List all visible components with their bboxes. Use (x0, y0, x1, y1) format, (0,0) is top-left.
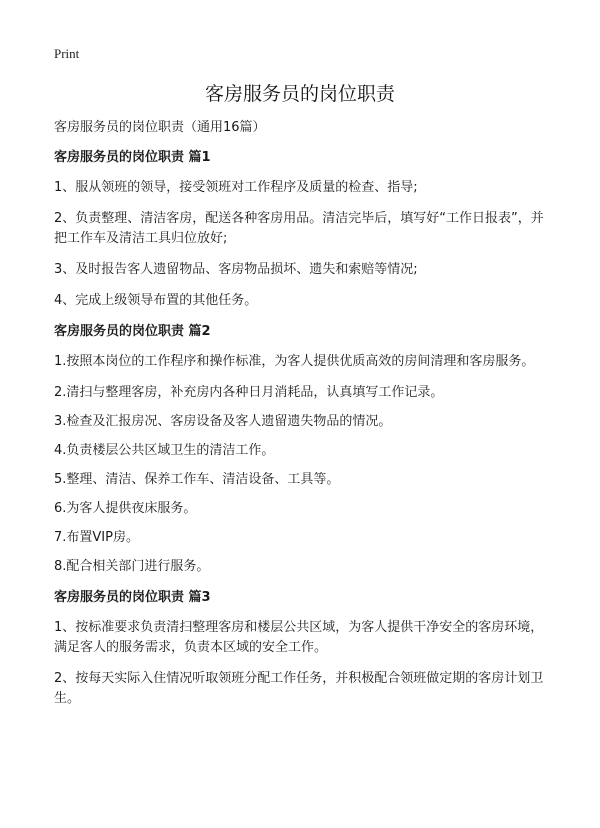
paragraph: 1、按标准要求负责清扫整理客房和楼层公共区域，为客人提供干净安全的客房环境，满足客人的服务需求，负责本区域的安全工作。 (54, 620, 544, 655)
document-body (54, 118, 554, 720)
document-title: 客房服务员的岗位职责 (204, 83, 395, 105)
section-2 (54, 322, 554, 577)
paragraph: 1、服从领班的领导，接受领班对工作程序及质量的检查、指导; (54, 180, 418, 195)
paragraph: 7.布置VIP房。 (54, 530, 139, 545)
paragraph: 5.整理、清洁、保养工作车、清洁设备、工具等。 (54, 472, 340, 487)
document-subtitle: 客房服务员的岗位职责（通用16篇） (54, 120, 266, 135)
section-heading: 客房服务员的岗位职责 篇2 (54, 324, 211, 339)
paragraph: 4.负责楼层公共区域卫生的清洁工作。 (54, 443, 275, 458)
paragraph: 4、完成上级领导布置的其他任务。 (54, 293, 258, 308)
paragraph: 6.为客人提供夜床服务。 (54, 501, 197, 516)
section-3 (54, 588, 554, 709)
section-heading: 客房服务员的岗位职责 篇1 (54, 150, 211, 165)
paragraph: 2、按每天实际入住情况听取领班分配工作任务，并积极配合领班做定期的客房计划卫生。 (54, 671, 544, 706)
paragraph: 3、及时报告客人遗留物品、客房物品损坏、遗失和索赔等情况; (54, 262, 418, 277)
paragraph: 3.检查及汇报房况、客房设备及客人遗留遗失物品的情况。 (54, 414, 392, 429)
paragraph: 2.清扫与整理客房，补充房内各种日月消耗品，认真填写工作记录。 (54, 385, 444, 400)
section-heading: 客房服务员的岗位职责 篇3 (54, 590, 211, 605)
print-link[interactable]: Print (54, 46, 80, 61)
paragraph: 2、负责整理、清洁客房，配送各种客房用品。清洁完毕后，填写好“工作日报表”，并把工作车及清洁工具归位放好; (54, 211, 544, 246)
section-1 (54, 148, 554, 311)
paragraph: 1.按照本岗位的工作程序和操作标准，为客人提供优质高效的房间清理和客房服务。 (54, 354, 535, 369)
paragraph: 8.配合相关部门进行服务。 (54, 559, 210, 574)
